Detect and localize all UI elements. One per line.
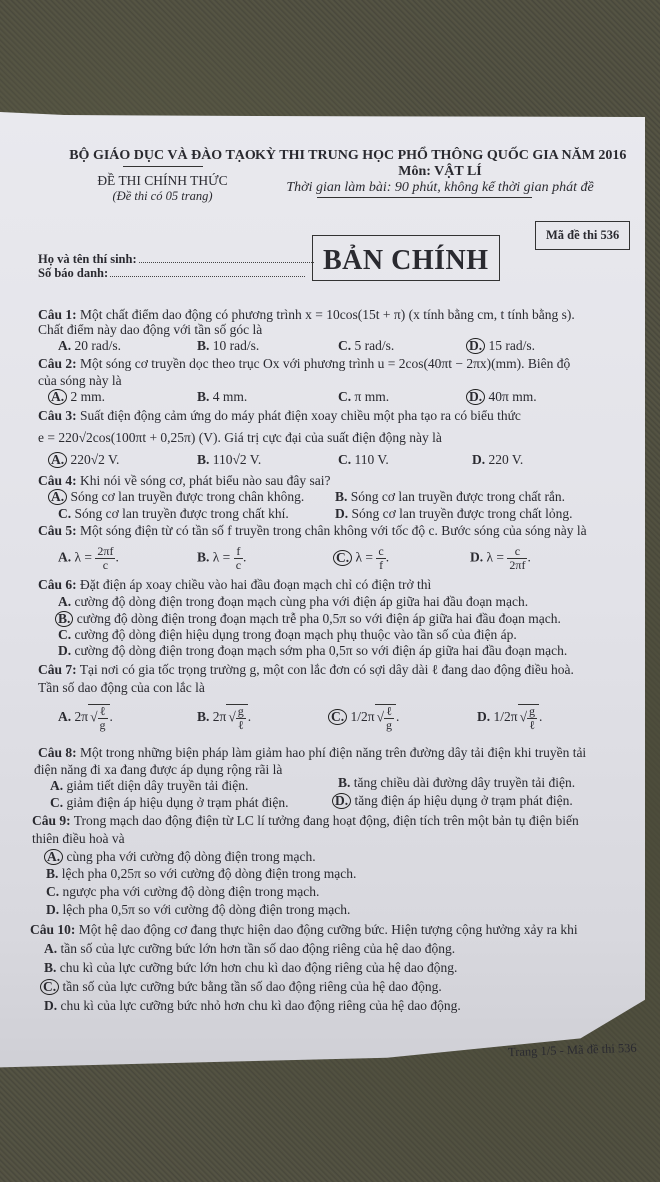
option-a — [48, 489, 304, 505]
question-3 — [38, 408, 521, 424]
option-a — [48, 452, 119, 468]
numerator: c — [378, 544, 384, 558]
question-text: Tại nơi có gia tốc trọng trường g, một con lắc đơn có sợi dây dài ℓ đang dao động điều hoà. — [79, 662, 574, 677]
denominator: f — [379, 558, 384, 572]
option-text: Sóng cơ lan truyền được trong chất rắn. — [350, 489, 566, 504]
option-c: C. 1/2π √ $\frac{\text{ℓ}}{g}$ . — [328, 704, 399, 732]
option-text: lệch pha 0,5π so với cường độ dòng điện trong mạch. — [62, 902, 351, 917]
option-b — [44, 960, 457, 976]
option-a — [58, 338, 121, 354]
option-text: tần số của lực cưỡng bức lớn hơn tần số dao động riêng của hệ dao động. — [60, 941, 456, 956]
divider — [317, 197, 532, 198]
page-count-note: (Đề thi có 05 trang) — [112, 189, 213, 203]
option-letter: B. — [335, 489, 348, 504]
question-text: Đặt điện áp xoay chiều vào hai đầu đoạn mạch chỉ có điện trở thì — [80, 577, 432, 592]
option-c — [58, 627, 517, 643]
stamp-ban-chinh: BẢN CHÍNH — [312, 235, 500, 281]
option-letter: B. — [338, 775, 351, 790]
option-a: A. 2π √ $\frac{\text{ℓ}}{g}$ . — [58, 704, 113, 732]
option-text: cường độ dòng điện trong đoạn mạch sớm pha 0,5π so với điện áp giữa hai đầu đoạn mạch. — [74, 643, 568, 658]
option-b — [197, 389, 247, 405]
formula-prefix: λ = — [486, 549, 505, 565]
question-text: Khi nói về sóng cơ, phát biểu nào sau đây sai? — [80, 473, 331, 488]
option-text: cường độ dòng điện hiệu dụng trong đoạn mạch phụ thuộc vào tần số của điện áp. — [74, 627, 517, 642]
option-a — [50, 778, 248, 794]
option-text: 5 rad/s. — [354, 338, 395, 353]
ministry: BỘ GIÁO DỤC VÀ ĐÀO TẠO — [69, 148, 256, 163]
denominator: ℓ — [529, 718, 535, 732]
option-text: 2 mm. — [70, 389, 106, 404]
option-d — [466, 338, 535, 354]
question-2 — [38, 356, 570, 372]
fraction — [384, 705, 394, 732]
formula-prefix: 2π — [212, 709, 227, 725]
option-letter: D. — [44, 998, 58, 1013]
option-letter: D. — [470, 549, 484, 565]
option-d — [46, 902, 350, 918]
exam-title: KỲ THI TRUNG HỌC PHỔ THÔNG QUỐC GIA NĂM 2016 — [255, 148, 627, 163]
option-letter: C. — [58, 627, 72, 642]
denominator: ℓ — [237, 718, 244, 732]
option-text: Sóng cơ lan truyền được trong chất khí. — [74, 506, 289, 521]
question-number: Câu 10: — [30, 922, 76, 937]
subject: Môn: VẬT LÍ — [398, 164, 482, 179]
option-text: π mm. — [354, 389, 390, 404]
question-number: Câu 9: — [32, 813, 71, 828]
option-letter: A. — [58, 338, 72, 353]
option-letter: B. — [197, 709, 210, 725]
option-d: D. λ = $\frac{c}{2\pi f}$ . — [470, 544, 531, 572]
option-a — [48, 389, 105, 405]
option-c — [50, 795, 288, 811]
answer-circle-mark: D. — [466, 389, 485, 405]
option-text: lệch pha 0,25π so với cường độ dòng điện trong mạch. — [61, 866, 357, 881]
option-c — [40, 979, 442, 995]
option-c: C. λ = $\frac{c}{f}$ . — [333, 545, 389, 572]
formula-prefix: λ = — [355, 549, 374, 565]
option-letter: D. — [46, 902, 60, 917]
question-text-cont: Chất điểm này dao động với tần số góc là — [38, 322, 263, 337]
question-10 — [30, 922, 578, 938]
question-1 — [38, 307, 575, 323]
answer-circle-mark: D. — [466, 338, 485, 354]
option-d — [58, 643, 567, 659]
option-d — [44, 998, 461, 1014]
numerator: c — [507, 545, 527, 559]
option-letter: B. — [197, 549, 210, 565]
numerator: f — [234, 545, 243, 559]
option-b — [55, 611, 561, 627]
answer-circle-mark: C. — [40, 979, 59, 995]
option-letter: D. — [477, 709, 491, 725]
sqrt: √ $\frac{g}{\text{ℓ}}$ — [518, 704, 539, 732]
option-text: cùng pha với cường độ dòng điện trong mạch. — [66, 849, 316, 864]
question-text-cont: điện năng đi xa đang được áp dụng rộng rãi là — [34, 762, 283, 777]
header-right — [255, 148, 625, 198]
option-letter: B. — [197, 389, 210, 404]
fraction — [234, 545, 243, 572]
option-letter: B. — [44, 960, 57, 975]
option-letter: C. — [338, 338, 352, 353]
question-text: Trong mạch dao động điện từ LC lí tưởng đang hoạt động, điện tích trên một bản tụ điện biến — [73, 813, 579, 828]
option-text: Sóng cơ lan truyền được trong chân không. — [70, 489, 305, 504]
option-text: giảm điện áp hiệu dụng ở trạm phát điện. — [66, 795, 289, 810]
option-text: cường độ dòng điện trong đoạn mạch trễ pha 0,5π so với điện áp giữa hai đầu đoạn mạch. — [76, 611, 561, 626]
candidate-name-field — [38, 252, 314, 267]
option-text: 20 rad/s. — [74, 338, 121, 353]
question-text-cont: Tần số dao động của con lắc là — [38, 680, 205, 695]
option-b — [335, 489, 565, 505]
candidate-id-field — [38, 266, 305, 281]
answer-circle-mark: A. — [48, 389, 67, 405]
question-text: Một trong những biện pháp làm giảm hao phí điện năng trên đường dây tải điện khi truyền tải — [80, 745, 587, 760]
option-letter: A. — [50, 778, 64, 793]
question-text-cont: e = 220√2cos(100πt + 0,25π) (V). Giá trị cực đại của suất điện động này là — [38, 430, 442, 445]
option-text: 10 rad/s. — [212, 338, 260, 353]
option-letter: B. — [197, 452, 210, 467]
option-b: B. 2π √ $\frac{g}{\text{ℓ}}$ . — [197, 704, 252, 732]
numerator: ℓ — [384, 705, 394, 719]
formula-prefix: λ = — [212, 549, 231, 565]
numerator: g — [529, 704, 535, 718]
question-7 — [38, 662, 574, 678]
option-a — [44, 941, 455, 957]
option-b — [197, 452, 261, 468]
question-4 — [38, 473, 330, 489]
option-c — [338, 452, 389, 468]
option-letter: C. — [338, 452, 352, 467]
question-number: Câu 3: — [38, 408, 77, 423]
dotted-line — [139, 262, 314, 263]
denominator: c — [102, 558, 109, 572]
formula-prefix: 1/2π — [350, 709, 375, 725]
answer-circle-mark: D. — [332, 793, 351, 809]
option-letter: C. — [338, 389, 352, 404]
question-text: Một sóng điện từ có tần số f truyền trong chân không với tốc độ c. Bước sóng của sóng này là — [80, 523, 587, 538]
time-note: Thời gian làm bài: 90 phút, không kể thời gian phát đề — [286, 180, 594, 195]
option-text: chu kì của lực cưỡng bức lớn hơn chu kì dao động riêng của hệ dao động. — [59, 960, 458, 975]
fraction — [98, 705, 108, 732]
denominator: g — [99, 718, 106, 732]
question-number: Câu 1: — [38, 307, 77, 322]
candidate-name-label: Họ và tên thí sinh: — [38, 252, 137, 266]
option-letter: D. — [58, 643, 72, 658]
numerator: ℓ — [98, 705, 108, 719]
option-letter: C. — [58, 506, 72, 521]
option-text: chu kì của lực cưỡng bức nhỏ hơn chu kì dao động riêng của hệ dao động. — [60, 998, 461, 1013]
option-d: D. 1/2π √ $\frac{g}{\text{ℓ}}$ . — [477, 704, 543, 732]
question-6 — [38, 577, 431, 593]
answer-circle-mark: B. — [55, 611, 73, 627]
question-text: Một hệ dao động cơ đang thực hiện dao động cưỡng bức. Hiện tượng cộng hưởng xảy ra khi — [78, 922, 578, 937]
option-text: 40π mm. — [488, 389, 537, 404]
option-text: ngược pha với cường độ dòng điện trong mạch. — [62, 884, 320, 899]
header-left — [45, 148, 280, 204]
question-text: Một sóng cơ truyền dọc theo trục Ox với phương trình u = 2cos(40πt − 2πx)(mm). Biên độ — [80, 356, 571, 371]
numerator: 2πf — [97, 544, 114, 558]
formula-prefix: λ = — [74, 549, 93, 565]
denominator: c — [235, 558, 242, 572]
formula-prefix: 2π — [74, 709, 89, 725]
candidate-id-label: Số báo danh: — [38, 266, 109, 280]
divider — [123, 166, 203, 167]
option-text: 220 V. — [488, 452, 524, 467]
option-b — [197, 338, 259, 354]
option-text: tăng điện áp hiệu dụng ở trạm phát điện. — [354, 793, 573, 808]
option-b: B. λ = $\frac{f}{c}$ . — [197, 544, 247, 572]
option-d — [466, 389, 537, 405]
option-a: A. λ = $\frac{2\pi f}{c}$ . — [58, 544, 119, 572]
option-c — [338, 389, 389, 405]
option-text: tăng chiều dài đường dây truyền tải điện. — [353, 775, 576, 790]
question-number: Câu 4: — [38, 473, 77, 488]
denominator: 2πf — [509, 558, 526, 572]
option-text: 110√2 V. — [212, 452, 262, 467]
option-text: giảm tiết diện dây truyền tải điện. — [66, 778, 249, 793]
page-footer: Trang 1/5 - Mã đề thi 536 — [507, 1040, 637, 1060]
option-b — [338, 775, 575, 791]
option-text: 15 rad/s. — [488, 338, 535, 353]
option-d — [472, 452, 523, 468]
option-text: tần số của lực cưỡng bức bằng tần số dao động riêng của hệ dao động. — [62, 979, 442, 994]
option-c — [338, 338, 394, 354]
question-8 — [38, 745, 586, 761]
option-a — [58, 594, 528, 610]
question-number: Câu 8: — [38, 745, 77, 760]
option-letter: A. — [58, 709, 72, 725]
option-text: cường độ dòng điện trong đoạn mạch cùng pha với điện áp giữa hai đầu đoạn mạch. — [74, 594, 529, 609]
sqrt: √ $\frac{\text{ℓ}}{g}$ — [375, 704, 396, 732]
numerator: g — [237, 704, 244, 718]
fraction — [236, 705, 246, 732]
option-letter: D. — [335, 506, 349, 521]
formula-prefix: 1/2π — [493, 709, 518, 725]
option-text: 110 V. — [354, 452, 389, 467]
option-letter: C. — [46, 884, 60, 899]
denominator: g — [386, 718, 392, 732]
fraction — [376, 545, 385, 572]
sqrt: √ $\frac{g}{\text{ℓ}}$ — [226, 704, 247, 732]
option-letter: B. — [197, 338, 210, 353]
sqrt: √ $\frac{\text{ℓ}}{g}$ — [88, 704, 109, 732]
option-a — [44, 849, 316, 865]
question-number: Câu 2: — [38, 356, 77, 371]
question-number: Câu 5: — [38, 523, 77, 538]
option-letter: C. — [50, 795, 64, 810]
option-d — [332, 793, 573, 809]
exam-type: ĐỀ THI CHÍNH THỨC — [97, 173, 228, 188]
option-d — [335, 506, 573, 522]
answer-circle-mark: A. — [44, 849, 63, 865]
exam-code-box: Mã đề thi 536 — [535, 221, 630, 250]
question-number: Câu 6: — [38, 577, 77, 592]
option-text: 4 mm. — [212, 389, 248, 404]
fraction — [527, 705, 537, 732]
question-text-cont: thiên điều hoà và — [32, 831, 125, 846]
answer-circle-mark: C. — [328, 709, 347, 725]
question-5 — [38, 523, 587, 539]
option-b — [46, 866, 356, 882]
option-c — [58, 506, 289, 522]
option-letter: D. — [472, 452, 486, 467]
option-letter: A. — [44, 941, 58, 956]
fraction — [507, 545, 527, 572]
option-text: Sóng cơ lan truyền được trong chất lỏng. — [351, 506, 573, 521]
answer-circle-mark: C. — [333, 550, 352, 566]
option-letter: B. — [46, 866, 59, 881]
option-text: 220√2 V. — [70, 452, 120, 467]
answer-circle-mark: A. — [48, 452, 67, 468]
question-text: Một chất điểm dao động có phương trình x = 10cos(15t + π) (x tính bằng cm, t tính bằng s). — [80, 307, 575, 322]
question-number: Câu 7: — [38, 662, 77, 677]
question-9 — [32, 813, 579, 829]
option-c — [46, 884, 319, 900]
option-letter: A. — [58, 549, 72, 565]
question-text-cont: của sóng này là — [38, 373, 122, 388]
option-letter: A. — [58, 594, 72, 609]
answer-circle-mark: A. — [48, 489, 67, 505]
dotted-line — [110, 276, 305, 277]
question-text: Suất điện động cảm ứng do máy phát điện xoay chiều một pha tạo ra có biểu thức — [80, 408, 521, 423]
fraction — [95, 545, 115, 572]
